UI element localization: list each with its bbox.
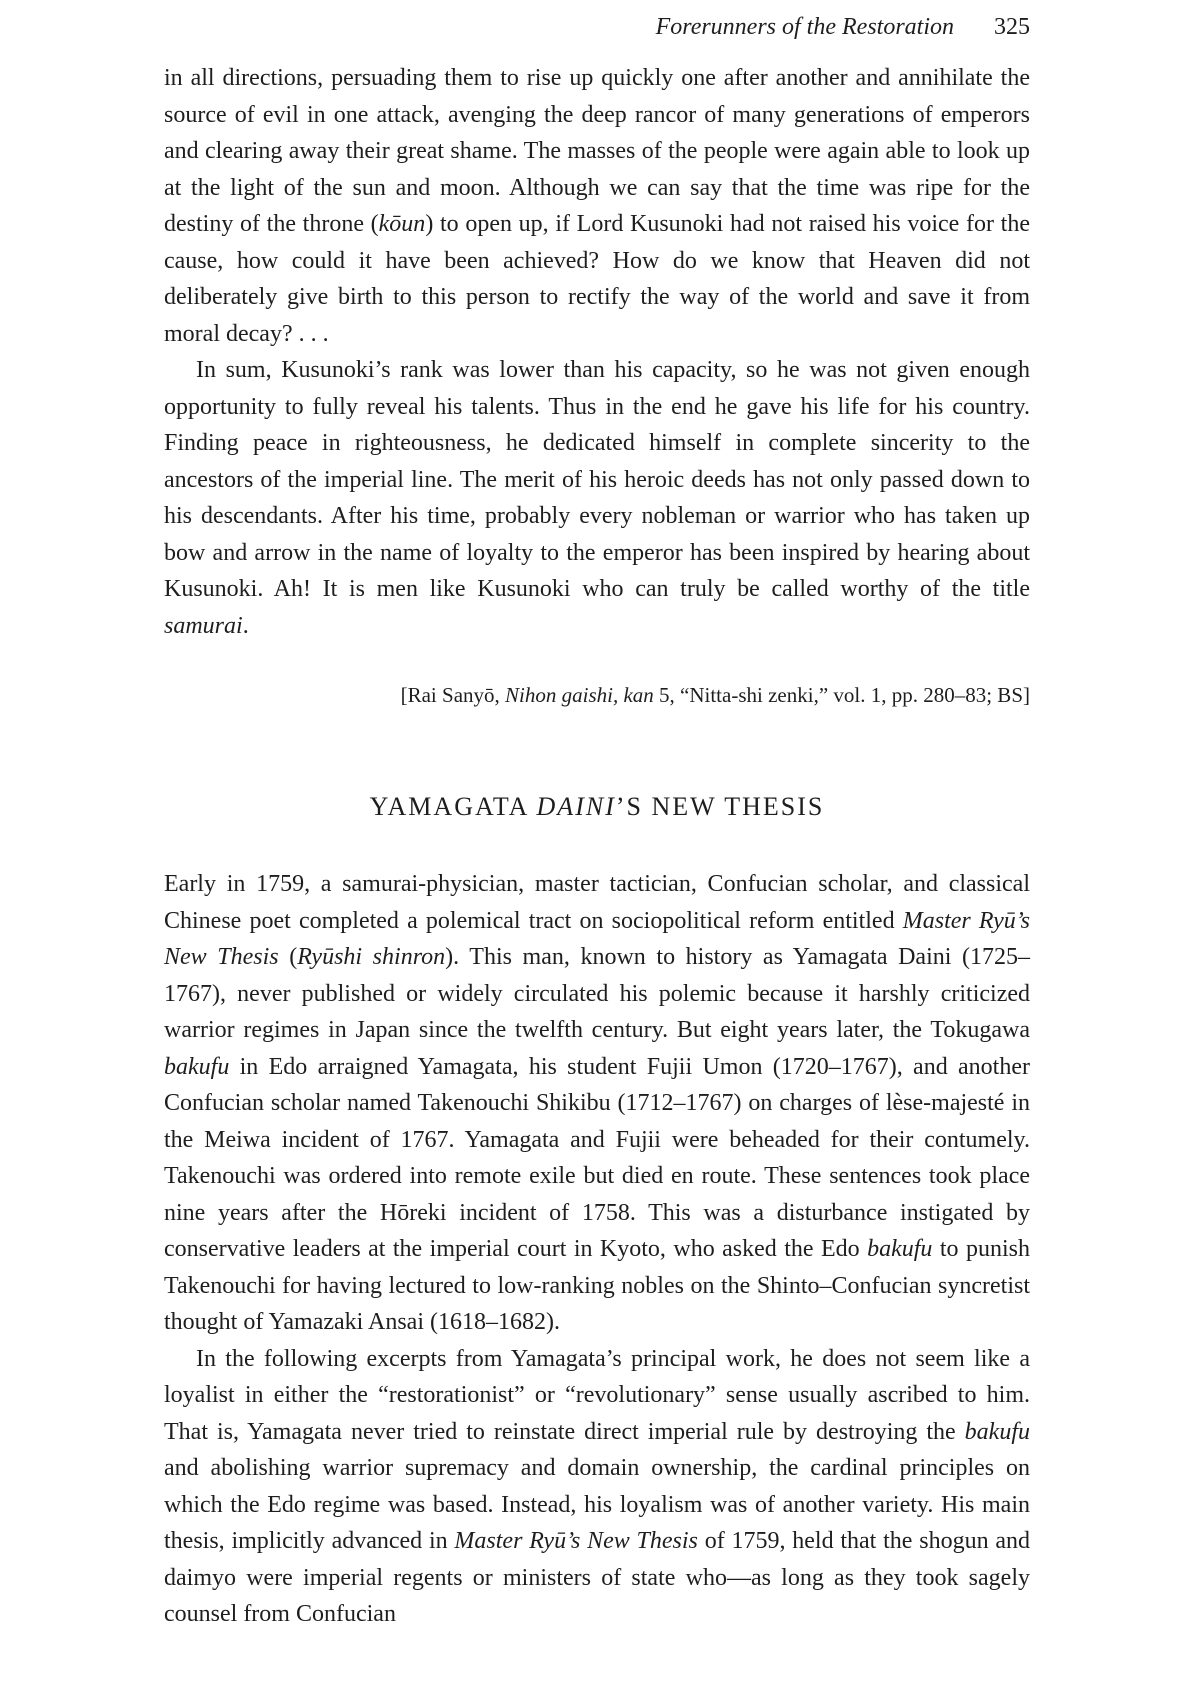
italic-term: Ryūshi shinron [297, 944, 446, 970]
text-run: to punish Takenouchi for having lectured to low-ranking nobles on the Shinto–Confucian syncretist thought of Yamazaki Ansai (1618–1682). [164, 1236, 1030, 1335]
italic-term: bakufu [964, 1418, 1030, 1445]
book-page [164, 0, 1030, 1698]
text-run: In the following excerpts from Yamagata’s principal work, he does not seem like a loyalist in either the “restorationist” or “revolutionary” sense usually ascribed to him. That is, Yamagata never tried to reinstate direct imperial rule by destroying the [164, 1345, 1030, 1445]
section-paragraph-2 [164, 1341, 1030, 1633]
italic-term: kōun [378, 211, 426, 237]
running-head-title: Forerunners of the Restoration [655, 14, 954, 40]
text-run: in all directions, persuading them to rise up quickly one after another and annihilate the source of evil in one attack, avenging the deep rancor of many generations of emperors and clearing away their great shame. The masses of the people were again able to look up at the light of the sun and moon. Although we can say that the time was ripe for the destiny of the throne ( [164, 65, 1030, 237]
text-run: and abolishing warrior supremacy and domain ownership, the cardinal principles on which the Edo regime was based. Instead, his loyalism was of another variety. His main thesis, implicitly advanced in [164, 1455, 1030, 1554]
source-citation [401, 680, 1030, 710]
page-number: 325 [994, 14, 1030, 40]
text-run: Early in 1759, a samurai-physician, master tactician, Confucian scholar, and classical Chinese poet completed a polemical tract on sociopolitical reform entitled [164, 871, 1030, 934]
italic-term: bakufu [164, 1053, 230, 1080]
text-run: ( [278, 944, 298, 970]
italic-term: Master Ryū’s New Thesis [164, 907, 1031, 970]
text-run: 5, “Nitta-shi zenki,” vol. 1, pp. 280–83; BS] [653, 683, 1030, 707]
text-run: in Edo arraigned Yamagata, his student Fujii Umon (1720–1767), and another Confucian scholar named Takenouchi Shikibu (1712–1767) on charges of lèse-majesté in the Meiwa incident of 1767. Yamagata and Fujii were beheaded for their contumely. Takenouchi was ordered into remote exile but died en route. These sentences took place nine years after the Hōreki incident of 1758. This was a disturbance instigated by conservative leaders at the imperial court in Kyoto, who asked the Edo [164, 1053, 1030, 1262]
text-run: In sum, Kusunoki’s rank was lower than his capacity, so he was not given enough opportunity to fully reveal his talents. Thus in the end he gave his life for his country. Finding peace in righteousness, he dedicated himself in complete sincerity to the ancestors of the imperial line. The merit of his heroic deeds has not only passed down to his descendants. After his time, probably every nobleman or warrior who has taken up bow and arrow in the name of loyalty to the emperor has been inspired by hearing about Kusunoki. Ah! It is men like Kusunoki who can truly be called worthy of the title [164, 357, 1030, 602]
section-text [164, 866, 1030, 1633]
excerpt-text [164, 60, 1030, 644]
section-paragraph-1 [164, 866, 1030, 1341]
text-run: ) to open up, if Lord Kusunoki had not raised his voice for the cause, how could it have been achieved? How do we know that Heaven did not deliberately give birth to this person to rectify the way of the world and save it from moral decay? . . . [164, 211, 1030, 347]
italic-term: samurai [164, 612, 243, 639]
excerpt-paragraph-1 [164, 60, 1030, 352]
heading-text: YAMAGATA [369, 792, 537, 821]
text-run: of 1759, held that the shogun and daimyo were imperial regents or ministers of state who—as long as they took sagely counsel from Confucian [164, 1528, 1031, 1627]
running-head [656, 12, 1030, 42]
italic-term: Master Ryū’s New Thesis [454, 1528, 698, 1554]
italic-term: Nihon gaishi, kan [505, 683, 654, 707]
excerpt-paragraph-2 [164, 352, 1030, 644]
heading-italic-name: DAINI [536, 792, 616, 821]
text-run: . [242, 612, 249, 639]
section-heading [164, 790, 1030, 824]
text-run: [Rai Sanyō, [400, 683, 506, 707]
text-run: ). This man, known to history as Yamagata Daini (1725–1767), never published or widely circulated his polemic because it harshly criticized warrior regimes in Japan since the twelfth century. But eight years later, the Tokugawa [164, 944, 1030, 1043]
italic-term: bakufu [867, 1236, 933, 1262]
heading-text: ’S NEW THESIS [615, 792, 825, 821]
